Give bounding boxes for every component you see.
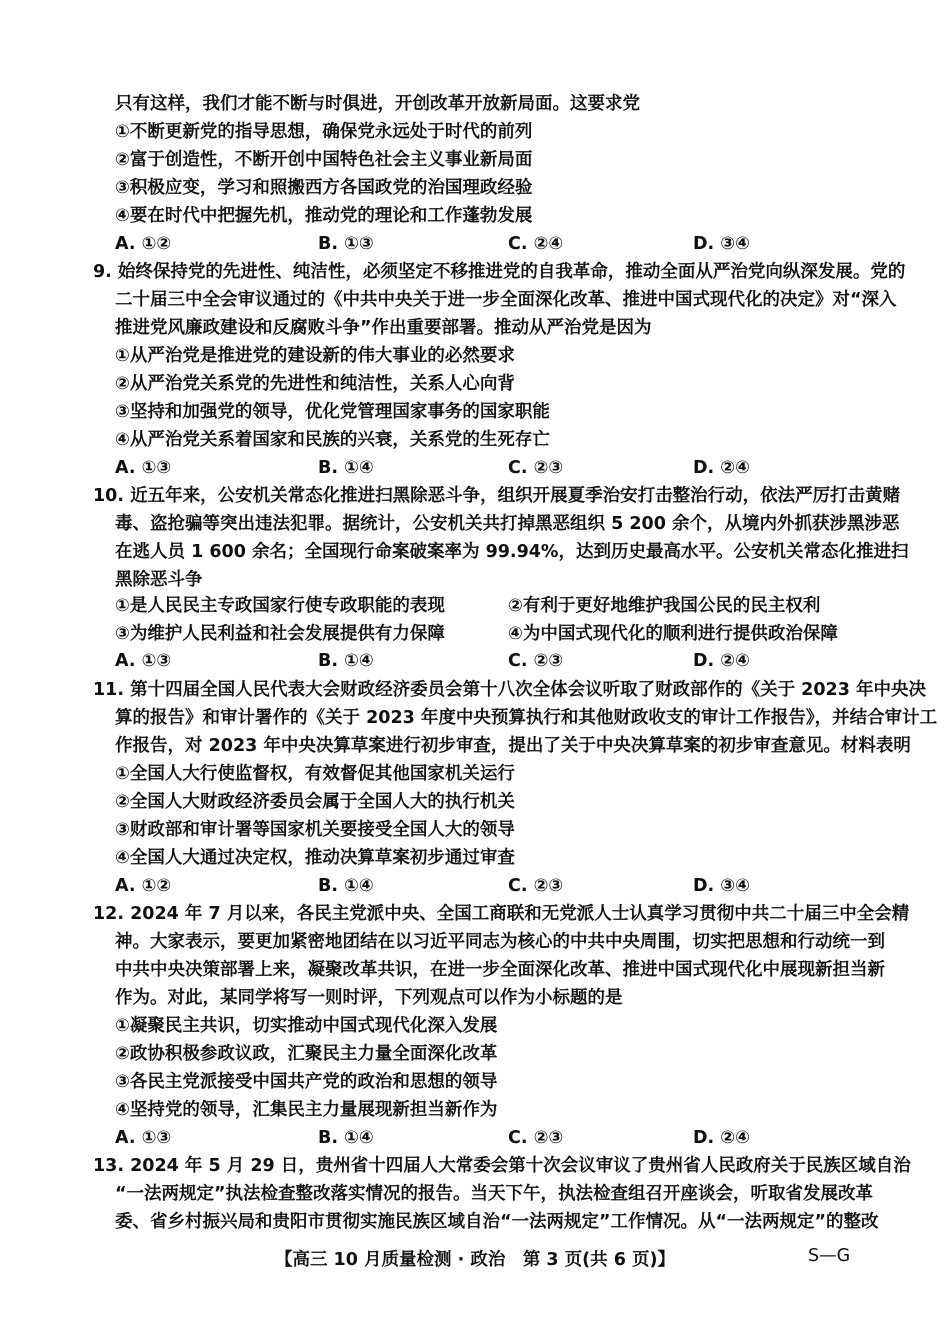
q13-stem-line: 13. 2024 年 5 月 29 日，贵州省十四届人大常委会第十次会议审议了贵州省人民政府关于民族区域自治 <box>93 1156 911 1176</box>
q9-stem-line: 推进党风廉政建设和反腐败斗争”作出重要部署。推动从严治党是因为 <box>115 318 652 338</box>
q8-option-b: B. ①③ <box>318 234 374 254</box>
q12-item: ①凝聚民主共识，切实推动中国式现代化深入发展 <box>115 1016 498 1036</box>
q9-option-b: B. ①④ <box>318 458 374 478</box>
q9-stem-line: 二十届三中全会审议通过的《中共中央关于进一步全面深化改革、推进中国式现代化的决定》对“深入 <box>115 290 897 310</box>
q10-option-d: D. ②④ <box>693 651 750 671</box>
q12-option-b: B. ①④ <box>318 1128 374 1148</box>
q10-option-a: A. ①③ <box>115 651 172 671</box>
q9-option-c: C. ②③ <box>508 458 564 478</box>
q9-item: ②从严治党关系党的先进性和纯洁性，关系人心向背 <box>115 374 515 394</box>
q11-item: ③财政部和审计署等国家机关要接受全国人大的领导 <box>115 820 515 840</box>
q11-stem-line: 11. 第十四届全国人民代表大会财政经济委员会第十八次全体会议听取了财政部作的《关于 2023 年中央决 <box>93 680 926 700</box>
q9-item: ③坚持和加强党的领导，优化党管理国家事务的国家职能 <box>115 402 550 422</box>
q12-stem-line: 12. 2024 年 7 月以来，各民主党派中央、全国工商联和无党派人士认真学习贯彻中共二十届三中全会精 <box>93 904 910 924</box>
q11-item: ②全国人大财政经济委员会属于全国人大的执行机关 <box>115 792 515 812</box>
q13-stem-line: 委、省乡村振兴局和贵阳市贯彻实施民族区域自治“一法两规定”工作情况。从“一法两规定”的整改 <box>115 1212 879 1232</box>
q12-option-a: A. ①③ <box>115 1128 172 1148</box>
q10-stem-line: 10. 近五年来，公安机关常态化推进扫黑除恶斗争，组织开展夏季治安打击整治行动，依法严厉打击黄赌 <box>93 486 901 506</box>
q12-stem-line: 神。大家表示，要更加紧密地团结在以习近平同志为核心的中共中央周围，切实把思想和行动统一到 <box>115 932 885 952</box>
q10-stem-line: 在逃人员 1 600 余名；全国现行命案破案率为 99.94%，达到历史最高水平。公安机关常态化推进扫 <box>115 542 909 562</box>
q11-stem-line: 作报告，对 2023 年中央决算草案进行初步审查，提出了关于中央决算草案的初步审查意见。材料表明 <box>115 736 911 756</box>
q10-option-c: C. ②③ <box>508 651 564 671</box>
q8-option-a: A. ①② <box>115 234 172 254</box>
q12-item: ③各民主党派接受中国共产党的政治和思想的领导 <box>115 1072 498 1092</box>
q11-stem-line: 算的报告》和审计署作的《关于 2023 年度中央预算执行和其他财政收支的审计工作报告》，并结合审计工 <box>115 708 938 728</box>
q12-stem-line: 中共中央决策部署上来，凝聚改革共识，在进一步全面深化改革、推进中国式现代化中展现新担当新 <box>115 960 885 980</box>
q9-stem-line: 9. 始终保持党的先进性、纯洁性，必须坚定不移推进党的自我革命，推动全面从严治党向纵深发展。党的 <box>93 262 906 282</box>
page-footer: 【高三 10 月质量检测 · 政治 第 3 页(共 6 页)】 <box>274 1250 676 1270</box>
q10-stem-line: 黑除恶斗争 <box>115 570 203 590</box>
q8-option-d: D. ③④ <box>693 234 750 254</box>
q9-item: ①从严治党是推进党的建设新的伟大事业的必然要求 <box>115 346 515 366</box>
paper-code: S—G <box>808 1246 851 1266</box>
q11-item: ④全国人大通过决定权，推动决算草案初步通过审查 <box>115 848 515 868</box>
q13-stem-line: “一法两规定”执法检查整改落实情况的报告。当天下午，执法检查组召开座谈会，听取省发展改革 <box>115 1184 873 1204</box>
q10-item: ②有利于更好地维护我国公民的民主权利 <box>508 596 821 616</box>
q8-item: ②富于创造性，不断开创中国特色社会主义事业新局面 <box>115 150 533 170</box>
q9-option-d: D. ②④ <box>693 458 750 478</box>
q8-option-c: C. ②④ <box>508 234 564 254</box>
q11-option-c: C. ②③ <box>508 876 564 896</box>
q11-item: ①全国人大行使监督权，有效督促其他国家机关运行 <box>115 764 515 784</box>
q11-option-a: A. ①② <box>115 876 172 896</box>
q12-item: ②政协积极参政议政，汇聚民主力量全面深化改革 <box>115 1044 498 1064</box>
q8-item: ④要在时代中把握先机，推动党的理论和工作蓬勃发展 <box>115 206 533 226</box>
q8-item: ③积极应变，学习和照搬西方各国政党的治国理政经验 <box>115 178 533 198</box>
q11-option-d: D. ③④ <box>693 876 750 896</box>
q12-option-d: D. ②④ <box>693 1128 750 1148</box>
q12-stem-line: 作为。对此，某同学将写一则时评，下列观点可以作为小标题的是 <box>115 988 623 1008</box>
q10-item: ③为维护人民利益和社会发展提供有力保障 <box>115 624 445 644</box>
q10-item: ①是人民民主专政国家行使专政职能的表现 <box>115 596 445 616</box>
q12-option-c: C. ②③ <box>508 1128 564 1148</box>
q10-option-b: B. ①④ <box>318 651 374 671</box>
q8-item: ①不断更新党的指导思想，确保党永远处于时代的前列 <box>115 122 533 142</box>
q10-stem-line: 毒、盗抢骗等突出违法犯罪。据统计，公安机关共打掉黑恶组织 5 200 余个，从境内外抓获涉黑涉恶 <box>115 514 900 534</box>
q12-item: ④坚持党的领导，汇集民主力量展现新担当新作为 <box>115 1100 498 1120</box>
q9-option-a: A. ①③ <box>115 458 172 478</box>
q10-item: ④为中国式现代化的顺利进行提供政治保障 <box>508 624 838 644</box>
q11-option-b: B. ①④ <box>318 876 374 896</box>
q8-stem-line: 只有这样，我们才能不断与时俱进，开创改革开放新局面。这要求党 <box>115 94 640 114</box>
q9-item: ④从严治党关系着国家和民族的兴衰，关系党的生死存亡 <box>115 430 550 450</box>
